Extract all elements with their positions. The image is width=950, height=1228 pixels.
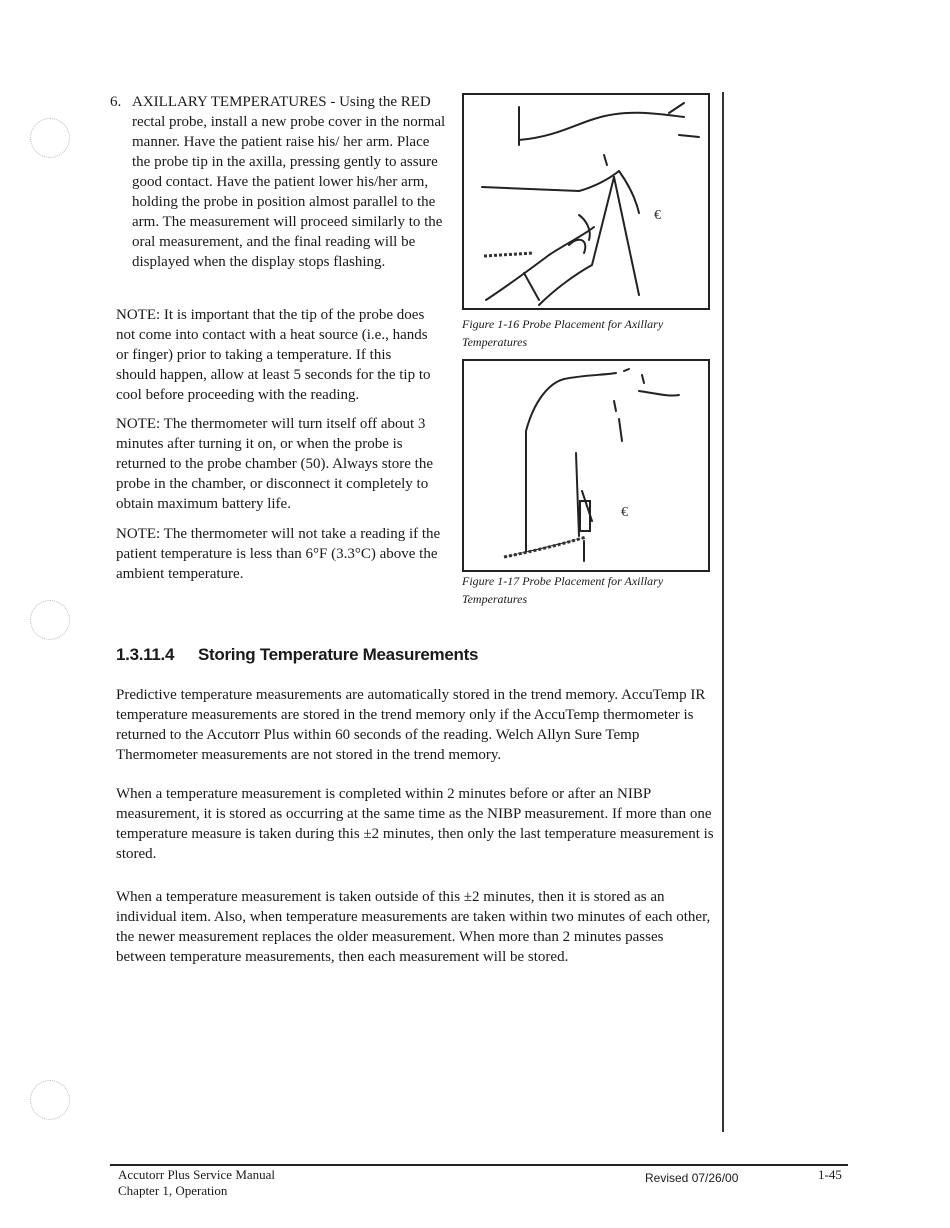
step-number: 6.: [110, 94, 122, 110]
section-number: 1.3.11.4: [116, 645, 175, 664]
svg-text:€: €: [654, 208, 661, 223]
note-label: NOTE:: [116, 307, 161, 323]
paragraph-trend-memory: Predictive temperature measurements are automatically stored in the trend memory. AccuTemp IR temperature measurements are stored in the trend memory only if the AccuTemp thermometer is returned to the Accutorr Plus within 60 seconds of the reading. Welch Allyn Sure Temp Thermometer measurements are not stored in the trend memory.: [116, 687, 706, 763]
binder-hole: [30, 1080, 70, 1120]
note-ambient-temperature: [116, 524, 446, 584]
figure-1-16-caption: Figure 1-16 Probe Placement for Axillary Temperatures: [462, 317, 664, 349]
footer-rule: [110, 1164, 848, 1166]
note-text: It is important that the tip of the probe does not come into contact with a heat source (i.e., hands or finger) prior to taking a temperature. If this should happen, allow at least 5 seconds for the tip to cool before proceeding with the reading.: [116, 307, 431, 403]
paragraph-nibp-timing: When a temperature measurement is completed within 2 minutes before or after an NIBP measurement, it is stored as occurring at the same time as the NIBP measurement. If more than one temperature measure is taken during this ±2 minutes, then only the last temperature measurement is stored.: [116, 786, 714, 862]
note-label: NOTE:: [116, 526, 161, 542]
note-heat-source: [116, 305, 434, 405]
section-title: Storing Temperature Measurements: [198, 645, 479, 664]
figure-1-17-caption: Figure 1-17 Probe Placement for Axillary Temperatures: [462, 574, 664, 606]
svg-text:€: €: [621, 505, 628, 520]
footer-revision-date: Revised 07/26/00: [645, 1171, 739, 1185]
note-label: NOTE:: [116, 416, 161, 432]
figure-1-17-illustration: [462, 359, 710, 572]
step-6-text: AXILLARY TEMPERATURES - Using the RED rectal probe, install a new probe cover in the normal manner. Have the patient raise his/ her arm. Place the probe tip in the axilla, pressing gently to assure good contact. Have the patient lower his/her arm, holding the probe in position almost parallel to the arm. The measurement will proceed similarly to the oral measurement, and the final reading will be displayed when the display stops flashing.: [132, 94, 446, 270]
section-heading: [116, 645, 478, 665]
footer-manual-info: [118, 1167, 275, 1199]
note-auto-off: [116, 414, 438, 514]
footer-chapter: Chapter 1, Operation: [118, 1183, 228, 1198]
margin-rule: [722, 92, 724, 1132]
footer-manual-title: Accutorr Plus Service Manual: [118, 1167, 276, 1182]
note-text: The thermometer will not take a reading if the patient temperature is less than 6°F (3.3°C) above the ambient temperature.: [116, 526, 441, 582]
figure-1-16-illustration: [462, 93, 710, 310]
binder-hole: [30, 600, 70, 640]
page-number: 1-45: [818, 1167, 842, 1182]
note-text: The thermometer will turn itself off about 3 minutes after turning it on, or when the probe is returned to the probe chamber (50). Always store the probe in the chamber, or disconnect it completely to obtain maximum battery life.: [116, 416, 433, 512]
paragraph-individual-items: When a temperature measurement is taken outside of this ±2 minutes, then it is stored as an individual item. Also, when temperature measurements are taken within two minutes of each other, the newer measurement replaces the older measurement. When more than 2 minutes passes between temperature measurements, then each measurement will be stored.: [116, 889, 711, 965]
binder-hole: [30, 118, 70, 158]
